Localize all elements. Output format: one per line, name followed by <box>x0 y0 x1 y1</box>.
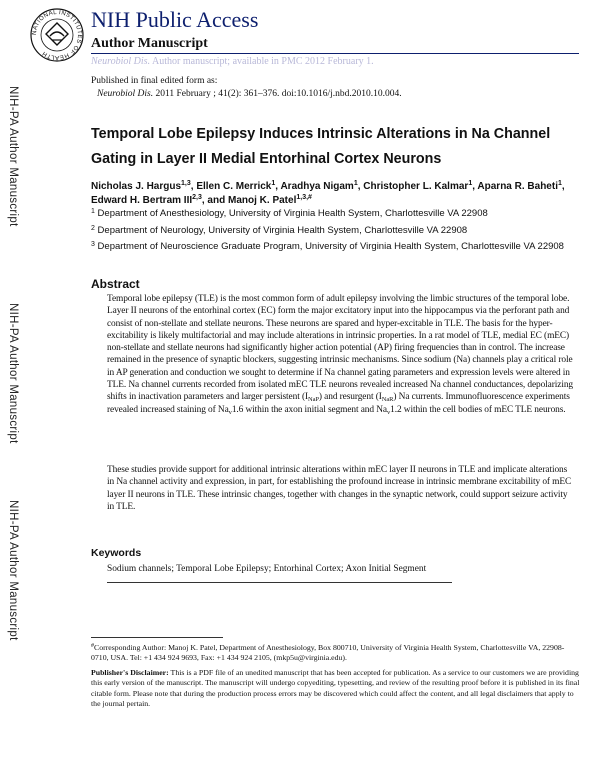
svg-text:NATIONAL INSTITUTES OF HEALTH <box>32 10 82 60</box>
footnote-divider <box>91 637 223 638</box>
publication-journal: Neurobiol Dis. <box>97 89 154 99</box>
header-citation <box>91 56 374 68</box>
seal-text: NATIONAL INSTITUTES OF HEALTH <box>31 9 83 61</box>
publication-citation <box>97 88 402 100</box>
sidebar-label-2: NIH-PA Author Manuscript <box>7 303 19 444</box>
author-manuscript-label: Author Manuscript <box>91 36 208 51</box>
author-affiliation-mark: 1,3 <box>181 180 191 187</box>
author-affiliation-mark: 2,3 <box>192 194 202 201</box>
header-divider <box>91 53 579 54</box>
affiliation-1: $^1$ Department of Anesthesiology, University of Virginia Health System, Charlottesville VA 22908 <box>91 208 488 219</box>
author-name: Aparna R. Baheti <box>477 181 558 192</box>
affiliation-3: $^3$ Department of Neuroscience Graduate Program, University of Virginia Health System, Charlottesville VA 22908 <box>91 241 564 252</box>
author-name: Aradhya Nigam <box>280 181 354 192</box>
nih-public-access-title: NIH Public Access <box>91 7 259 32</box>
publication-details: 2011 February ; 41(2): 361–376. doi:10.1016/j.nbd.2010.10.004. <box>153 89 402 99</box>
author-name: Nicholas J. Hargus <box>91 181 182 192</box>
author-affiliation-mark: 1 <box>353 180 358 187</box>
author-affiliation-mark: 1 <box>271 180 276 187</box>
author-affiliation-mark: 1 <box>468 180 473 187</box>
author-name: Ellen C. Merrick <box>196 181 272 192</box>
abstract-paragraph-1: Temporal lobe epilepsy (TLE) is the most common form of adult epilepsy involving the limbic structures of the temporal lobe. Layer II neurons of the entorhinal cortex (EC) form the major excitatory input into the hippocampus via the perforant path and consist of non-stellate and stellate neurons. These neurons are spared and hyper-excitable in TLE. The basis for the hyper-excitability is likely multifactorial and may include alterations in intrinsic properties. In a rat model of TLE, medial EC (mEC) non-stellate and stellate neurons had significantly higher action potential (AP) firing frequencies than in control. The increase remained in the presence of synaptic blockers, suggesting intrinsic mechanisms. Since sodium (Na) channels play a critical role in AP generation and conduction we sought to determine if Na channel gating parameters and expression levels were altered in TLE. Na channel currents recorded from isolated mEC TLE neurons revealed increased Na channel conductances, depolarizing shifts in inactivation parameters and larger persistent $(I_{NaP})$ and resurgent $(I_{NaR})$ Na currents. Immunofluorescence experiments revealed increased staining of $Na_v1.6$ within the axon initial segment and $Na_v1.2$ within the cell bodies of mEC TLE neurons. <box>107 294 574 416</box>
published-in-label: Published in final edited form as: <box>91 76 218 86</box>
author-affiliation-mark: 1,3,# <box>296 194 312 201</box>
abstract-heading: Abstract <box>91 277 140 291</box>
keywords-divider <box>107 582 452 583</box>
disclaimer-label: Publisher's Disclaimer: <box>91 668 169 677</box>
author-list: Nicholas J. Hargus$^{1,3}$, Ellen C. Merrick$^1$, Aradhya Nigam$^1$, Christopher L. Kalmar$^1$, Aparna R. Baheti$^1$, Edward H. Bertram III$^{2,3}$, and Manoj K. Patel$^{1,3,\#}$ <box>91 180 565 206</box>
sidebar-label-1: NIH-PA Author Manuscript <box>7 86 19 227</box>
abstract-paragraph-2: These studies provide support for additional intrinsic alterations within mEC layer II neurons in TLE and implicate alterations in Na channel activity and expression, in part, for establishing the profound increase in intrinsic membrane excitability of mEC layer II neurons in TLE. These intrinsic changes, together with changes in the synaptic network, could support seizure activity in TLE. <box>107 465 572 512</box>
affiliation-2: $^2$ Department of Neurology, University of Virginia Health System, Charlottesville VA 22908 <box>91 225 468 236</box>
publisher-disclaimer: Publisher's Disclaimer: This is a PDF file of an unedited manuscript that has been accepted for publication. As a service to our customers we are providing this early version of the manuscript. The manuscript will undergo copyediting, typesetting, and review of the resulting proof before it is published in its final citable form. Please note that during the production process errors may be discovered which could affect the content, and all legal disclaimers that apply to the journal pertain. <box>91 668 580 709</box>
author-affiliation-mark: 1 <box>557 180 562 187</box>
keywords-heading: Keywords <box>91 547 142 559</box>
author-name: Manoj K. Patel <box>228 195 297 206</box>
header-citation-rest: Author manuscript; available in PMC 2012 February 1. <box>150 56 374 67</box>
author-name: Edward H. Bertram III <box>91 195 193 206</box>
corresponding-author-note: #Corresponding Author: Manoj K. Patel, Department of Anesthesiology, Box 800710, University of Virginia Health System, Charlottesville VA, 22908-0710, USA. Tel: +1 434 924 9693, Fax: +1 434 924 2105, (mkp5u@virginia.edu). <box>91 643 565 663</box>
author-name: Christopher L. Kalmar <box>363 181 469 192</box>
paper-title: Temporal Lobe Epilepsy Induces Intrinsic Alterations in Na Channel Gating in Layer II Medial Entorhinal Cortex Neurons <box>91 126 551 167</box>
nih-seal-logo <box>30 8 84 62</box>
header-citation-journal: Neurobiol Dis. <box>91 56 151 67</box>
keywords-list: Sodium channels; Temporal Lobe Epilepsy; Entorhinal Cortex; Axon Initial Segment <box>107 564 427 574</box>
sidebar-label-3: NIH-PA Author Manuscript <box>7 500 19 641</box>
